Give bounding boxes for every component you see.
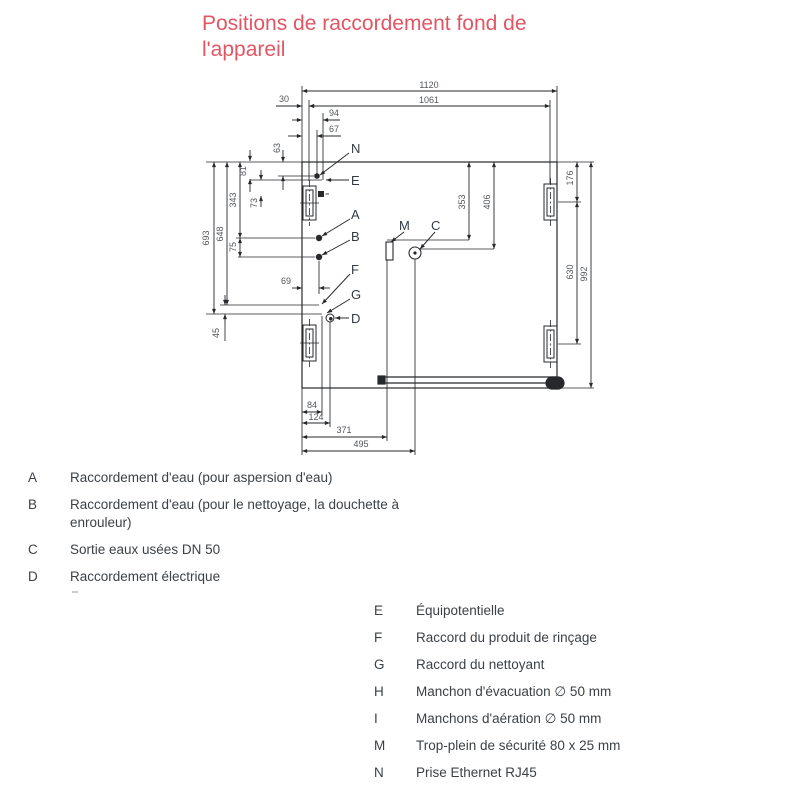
label-f: F	[351, 262, 359, 277]
label-a: A	[351, 207, 360, 222]
leader-lines	[320, 153, 435, 318]
legend-text: Sortie eaux usées DN 50	[70, 542, 221, 557]
dim-69: 69	[280, 276, 292, 286]
legend-item-c	[28, 541, 460, 559]
legend-key: I	[374, 711, 378, 726]
legend-text: Raccordement d'eau (pour le nettoyage, la douchette à enrouleur)	[70, 497, 400, 530]
legend-text: Manchon d'évacuation ∅ 50 mm	[416, 684, 612, 699]
dim-371: 371	[336, 425, 352, 435]
dim-353: 353	[457, 194, 467, 210]
sleeve-slots	[300, 178, 557, 368]
label-g: G	[351, 287, 362, 302]
dim-693: 693	[201, 230, 211, 246]
dim-75: 75	[228, 241, 238, 253]
dimension-values	[201, 80, 589, 449]
small-dimension-arrows	[225, 106, 341, 325]
legend-right	[374, 602, 714, 791]
point-m-overflow	[386, 242, 393, 260]
legend-key: E	[374, 603, 384, 618]
point-b-water	[316, 254, 322, 260]
dim-1061: 1061	[418, 95, 440, 105]
legend-key: B	[28, 497, 38, 512]
dim-73: 73	[249, 197, 259, 209]
dim-630: 630	[565, 264, 575, 280]
dimension-lines	[214, 91, 591, 451]
legend-key: F	[374, 630, 383, 645]
legend-item-e	[374, 602, 714, 620]
label-d: D	[351, 311, 361, 326]
dim-1120: 1120	[419, 80, 439, 90]
connection-points	[314, 173, 421, 322]
point-c-waste-water-center	[413, 251, 416, 254]
truncated-text-artifact	[72, 591, 78, 593]
label-m: M	[399, 218, 410, 233]
dim-124: 124	[308, 412, 324, 422]
base-panel	[302, 162, 557, 388]
label-b: B	[351, 229, 360, 244]
legend-item-a	[28, 469, 460, 487]
dim-67: 67	[328, 124, 340, 134]
drain-channel-left-cap	[378, 376, 385, 384]
point-d-electric-center	[329, 317, 333, 321]
dim-45: 45	[211, 327, 221, 339]
label-n: N	[351, 141, 361, 156]
legend-text: Manchons d'aération ∅ 50 mm	[416, 711, 602, 726]
legend-item-g	[374, 656, 714, 674]
legend-key: G	[374, 657, 385, 672]
extension-lines	[206, 86, 594, 455]
dim-406: 406	[482, 194, 492, 210]
legend-item-n	[374, 764, 714, 782]
legend-key: H	[374, 684, 384, 699]
legend-text: Équipotentielle	[416, 603, 505, 618]
legend-item-b	[28, 496, 460, 532]
legend-text: Raccordement d'eau (pour aspersion d'eau)	[70, 470, 333, 485]
legend-item-h	[374, 683, 714, 701]
drain-channel-right-cap	[546, 377, 564, 389]
page-title-line1: Positions de raccordement fond de	[202, 12, 527, 35]
dim-648: 648	[215, 226, 225, 242]
dim-176: 176	[565, 170, 575, 186]
label-e: E	[351, 173, 360, 188]
dim-992: 992	[579, 266, 589, 282]
legend-text: Raccord du produit de rinçage	[416, 630, 597, 645]
legend-item-d	[28, 568, 460, 586]
page-title-line2: l'appareil	[202, 38, 286, 61]
legend-text: Raccordement électrique	[70, 569, 221, 584]
dim-84: 84	[306, 400, 318, 410]
legend-text: Raccord du nettoyant	[416, 657, 545, 672]
point-n-ethernet	[314, 173, 320, 179]
slot-centerlines	[310, 178, 551, 368]
legend-key: A	[28, 470, 38, 485]
appliance-outline	[302, 162, 564, 389]
dim-63: 63	[272, 142, 282, 154]
legend-item-i	[374, 710, 714, 728]
label-c: C	[431, 218, 441, 233]
dim-81: 81	[238, 165, 248, 177]
legend-key: D	[28, 569, 38, 584]
point-e-equipotential	[318, 191, 324, 197]
legend-text: Prise Ethernet RJ45	[416, 765, 537, 780]
dim-343: 343	[228, 192, 238, 208]
legend-item-f	[374, 629, 714, 647]
legend-key: N	[374, 765, 384, 780]
connection-labels	[351, 141, 440, 326]
legend-key: C	[28, 542, 38, 557]
point-a-water	[316, 235, 322, 241]
legend-text: Trop-plein de sécurité 80 x 25 mm	[416, 738, 621, 753]
dim-30: 30	[278, 94, 290, 104]
legend-left	[28, 469, 460, 595]
dim-495: 495	[353, 439, 369, 449]
dim-94: 94	[328, 108, 340, 118]
legend-item-m	[374, 737, 714, 755]
legend-key: M	[374, 738, 386, 753]
